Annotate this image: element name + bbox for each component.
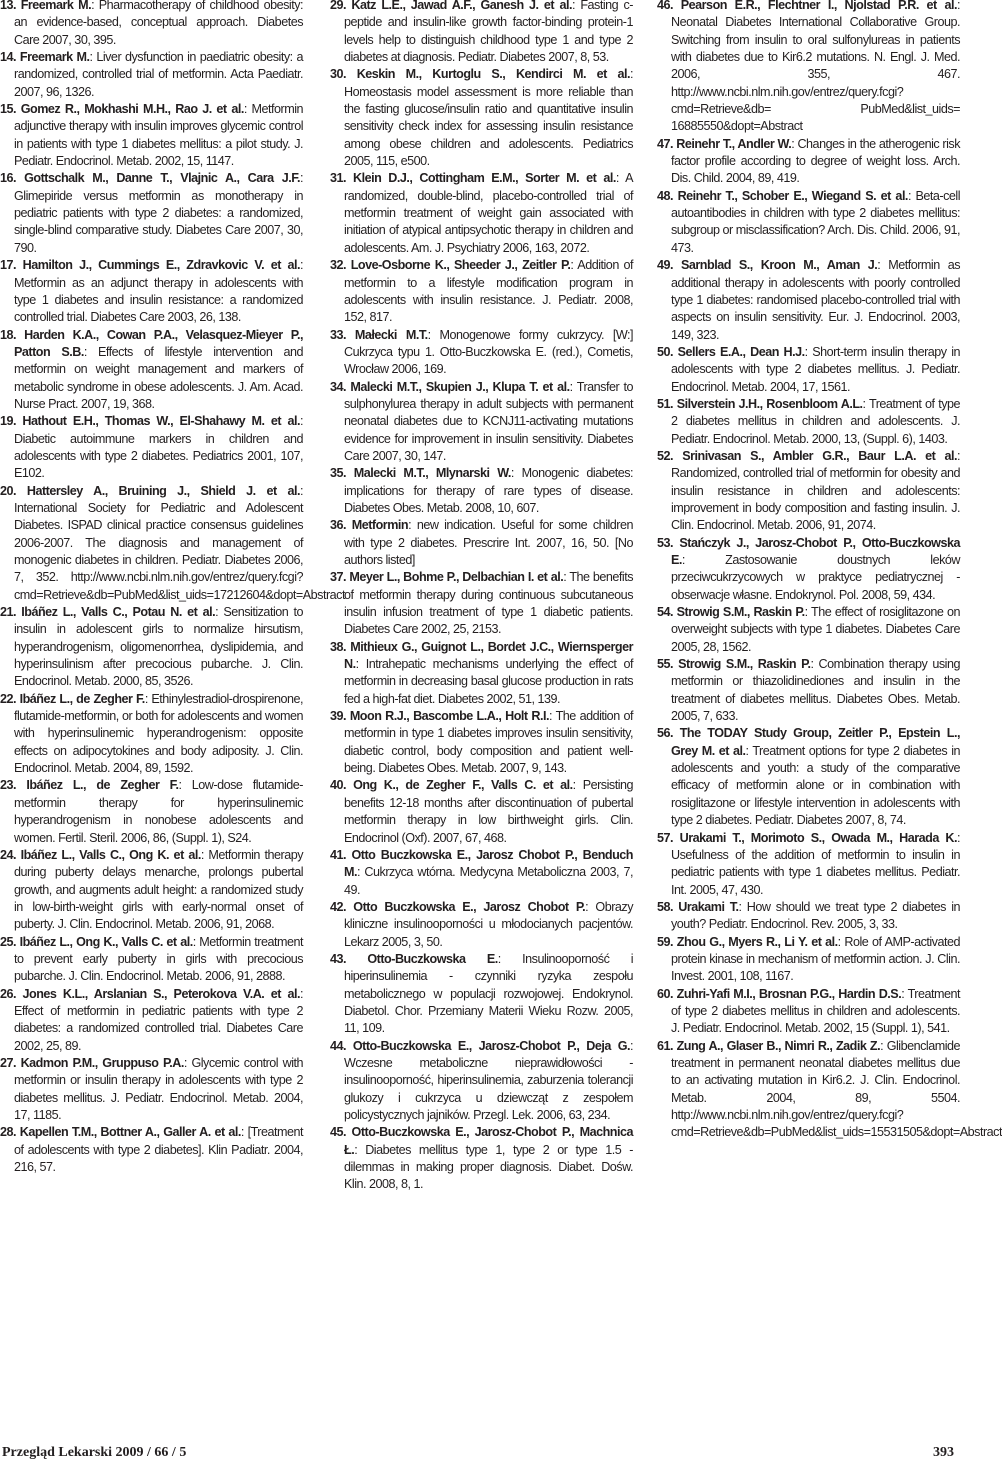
reference-text: : The effect of rosiglitazone on overweight subjects with type 1 diabetes. Diabetes Care 2005, 28, 1562.	[671, 605, 960, 654]
reference-item	[657, 257, 960, 344]
reference-authors: Kapellen T.M., Bottner A., Galler A. et al.	[19, 1125, 241, 1140]
reference-number: 45.	[330, 1125, 347, 1140]
column-3	[657, 0, 1002, 1142]
reference-authors: Silverstein J.H., Rosenbloom A.L.	[676, 396, 863, 411]
reference-item	[0, 934, 303, 986]
reference-number: 41.	[330, 847, 347, 862]
reference-text: : Glibenclamide treatment in permanent neonatal diabetes mellitus due to an activating mutation in Kir6.2. J. Clin. Endocrinol. Metab. 2004, 89, 5504. http://www.ncbi.nlm.nih.gov/entrez/query.fcgi?cmd=Retrieve&db=PubMed&list_uids=15531505&dopt=Abstract	[671, 1038, 1002, 1140]
reference-text: : [Treatment of adolescents with type 2 diabetes]. Klin Padiatr. 2004, 216, 57.	[14, 1125, 304, 1175]
reference-number: 33.	[330, 327, 347, 342]
reference-authors: Urakami T.	[678, 899, 739, 914]
reference-text: : Metformin as an adjunct therapy in adolescents with type 1 diabetes and insulin resistance: a randomized controlled trial. Diabetes Care 2003, 26, 138.	[14, 258, 304, 325]
reference-text: : Glimepiride versus metformin as monotherapy in pediatric patients with type 2 diabetes: a randomized, single-blind comparative study. Diabetes Care 2007, 30, 790.	[14, 171, 303, 255]
reference-number: 54.	[657, 605, 674, 620]
reference-text: : The benefits of metformin therapy during continuous subcutaneous insulin infusion treatment of type 1 diabetic patients. Diabetes Care 2002, 25, 2153.	[344, 570, 634, 637]
reference-authors: Otto Buczkowska E., Jarosz Chobot P., Benduch M.	[344, 847, 633, 880]
reference-item	[330, 1124, 633, 1193]
reference-authors: Hamilton J., Cummings E., Zdravkovic V. et al.	[22, 258, 301, 273]
reference-number: 46.	[657, 0, 674, 12]
reference-text: : A randomized, double-blind, placebo-controlled trial of metformin treatment of weight gain associated with initiation of atypical antipsychotic therapy in children and adolescents. Am. J. Psychiatry 2006, 163, 2072.	[344, 171, 634, 255]
reference-number: 19.	[0, 414, 17, 429]
reference-item	[330, 777, 633, 846]
reference-item	[0, 847, 303, 934]
reference-number: 52.	[657, 448, 674, 463]
reference-number: 47.	[657, 136, 674, 151]
page-number: 393	[933, 1445, 954, 1460]
reference-item	[330, 951, 633, 1038]
reference-number: 24.	[0, 847, 17, 862]
reference-number: 20.	[0, 483, 17, 498]
reference-authors: Zung A., Glaser B., Nimri R., Zadik Z.	[676, 1038, 881, 1053]
reference-text: : Metformin treatment to prevent early puberty in girls with precocious pubarche. J. Clin. Endocrinol. Metab. 2006, 91, 2888.	[14, 934, 304, 984]
reference-text: : The addition of metformin in type 1 diabetes improves insulin sensitivity, diabetic control, body composition and patient well-being. Diabetes Obes. Metab. 2007, 9, 143.	[344, 709, 633, 776]
reference-text: : Persisting benefits 12-18 months after discontinuation of pubertal metformin therapy in low birthweight girls. Clin. Endocrinol (Oxf). 2007, 67, 468.	[344, 778, 634, 845]
reference-number: 44.	[330, 1038, 347, 1053]
reference-text: : How should we treat type 2 diabetes in youth? Pediatr. Endocrinol. Rev. 2005, 3, 33.	[671, 899, 960, 932]
reference-text: : Cukrzyca wtórna. Medycyna Metaboliczna 2003, 7, 49.	[344, 865, 633, 897]
reference-text: : Changes in the atherogenic risk factor profile according to degree of weight loss. Arch. Dis. Child. 2004, 89, 419.	[671, 136, 960, 186]
reference-authors: Strowig S.M., Raskin P.	[676, 605, 805, 620]
reference-authors: Otto-Buczkowska E., Jarosz-Chobot P., Machnica Ł.	[344, 1125, 633, 1157]
reference-item	[330, 899, 633, 951]
reference-number: 26.	[0, 986, 17, 1001]
reference-item	[330, 847, 633, 899]
reference-number: 58.	[657, 899, 674, 914]
reference-text: : Monogenowe formy cukrzycy. [W:] Cukrzyca typu 1. Otto-Buczkowska E. (red.), Cometis, Wrocław 2006, 169.	[344, 327, 633, 377]
reference-item	[657, 830, 960, 899]
reference-text: : Glycemic control with metformin or insulin therapy in adolescents with type 2 diabetes mellitus. J. Pediatr. Endocrinol. Metab. 2004, 17, 1185.	[14, 1055, 304, 1122]
reference-text: : new indication. Useful for some children with type 2 diabetes. Prescrire Int. 2007, 16, 50. [No authors listed]	[344, 518, 633, 567]
reference-authors: Reinehr T., Andler W.	[676, 136, 792, 151]
reference-number: 37.	[330, 570, 347, 585]
reference-authors: Urakami T., Morimoto S., Owada M., Harada K.	[679, 830, 958, 845]
reference-number: 30.	[330, 67, 347, 82]
reference-text: : International Society for Pediatric and Adolescent Diabetes. ISPAD clinical practice consensus guidelines 2006-2007. The diagnosis and management of monogenic diabetes in children. Pediatr. Diabetes 2006, 7, 352. http://www.ncbi.nlm.nih.gov/entrez/query.fcgi?cmd=Retrieve&db=PubMed&list_uids=17212604&dopt=Abstract	[14, 483, 345, 602]
reference-text: : Neonatal Diabetes International Collaborative Group. Switching from insulin to oral sulfonylureas in patients with diabetes due to Kir6.2 mutations. N. Engl. J. Med. 2006, 355, 467. http://www.ncbi.nlm.nih.gov/entrez/query.fcgi?cmd=Retrieve&db= PubMed&list_uids= 16885550&dopt=Abstract	[671, 0, 960, 134]
reference-authors: Jones K.L., Arslanian S., Peterokova V.A. et al.	[22, 986, 301, 1001]
reference-text: : Usefulness of the addition of metformin to insulin in pediatric patients with type 1 diabetes mellitus. Pediatr. Int. 2005, 47, 430.	[671, 830, 961, 897]
reference-text: : Homeostasis model assessment is more reliable than the fasting glucose/insulin ratio and quantitative insulin sensitivity check index for assessing insulin resistance among obese children and adolescents. Pediatrics 2005, 115, e500.	[344, 67, 634, 169]
reference-authors: Gomez R., Mokhashi M.H., Rao J. et al.	[20, 102, 244, 117]
reference-item	[657, 934, 960, 986]
reference-authors: Freemark M.	[20, 0, 92, 12]
reference-authors: Otto-Buczkowska E., Jarosz-Chobot P., Deja G.	[352, 1038, 631, 1053]
reference-item	[657, 604, 960, 656]
reference-number: 21.	[0, 605, 17, 620]
reference-item	[657, 396, 960, 448]
reference-text: : Treatment options for type 2 diabetes in adolescents and youth: a study of the comparative efficacy of metformin alone or in combination with rosiglitazone or lifestyle intervention in adolescents with type 2 diabetes. Pediatr. Diabetes 2007, 8, 74.	[671, 743, 960, 828]
reference-authors: Ibáñez L., de Zegher F.	[19, 691, 145, 706]
reference-item	[0, 257, 303, 326]
reference-authors: Ong K., de Zegher F., Valls C. et al.	[353, 778, 573, 793]
reference-text: : Insulinooporność i hiperinsulinemia - czynniki ryzyka zespołu metabolicznego w populacji rozwojowej. Endokrynol. Diabetol. Chor. Przemiany Materii Wieku Rozw. 2005, 11, 109.	[344, 951, 634, 1036]
reference-authors: Moon R.J., Bascombe L.A., Holt R.I.	[349, 709, 550, 724]
reference-number: 55.	[657, 657, 674, 672]
reference-number: 61.	[657, 1038, 674, 1053]
reference-item	[330, 569, 633, 638]
reference-item	[0, 604, 303, 691]
reference-authors: Małecki M.T.	[354, 327, 428, 342]
reference-number: 23.	[0, 778, 17, 793]
reference-authors: Malecki M.T., Skupien J., Klupa T. et al.	[350, 379, 570, 394]
reference-item	[657, 656, 960, 725]
reference-item	[0, 101, 303, 170]
reference-item	[0, 691, 303, 778]
reference-item	[330, 708, 633, 777]
reference-text: : Treatment of type 2 diabetes mellitus in children and adolescents. J. Pediatr. Endocrinol. Metab. 2000, 13, (Suppl. 6), 1403.	[671, 396, 961, 446]
reference-text: : Ethinylestradiol-drospirenone, flutamide-metformin, or both for adolescents and women with hyperinsulinemic hyperandrogenism: opposite effects on adipocytokines and body adiposity. J. Clin. Endocrinol. Metab. 2004, 89, 1592.	[14, 691, 304, 776]
reference-authors: Pearson E.R., Flechtner I., Njolstad P.R. et al.	[680, 0, 957, 12]
reference-text: : Fasting c-peptide and insulin-like growth factor-binding protein-1 levels help to distinguish childhood type 1 and type 2 diabetes at diagnosis. Pediatr. Diabetes 2007, 8, 53.	[344, 0, 633, 65]
reference-authors: Otto Buczkowska E., Jarosz Chobot P.	[353, 899, 586, 914]
reference-number: 60.	[657, 986, 674, 1001]
reference-text: : Role of AMP-activated protein kinase in mechanism of metformin action. J. Clin. Invest. 2001, 108, 1167.	[671, 934, 960, 984]
reference-authors: Hathout E.H., Thomas W., El-Shahawy M. et al.	[22, 414, 300, 429]
reference-authors: Reinehr T., Schober E., Wiegand S. et al.	[677, 188, 908, 203]
reference-authors: The TODAY Study Group, Zeitler P., Epstein L., Grey M. et al.	[671, 726, 960, 758]
reference-item	[657, 725, 960, 829]
reference-number: 22.	[0, 691, 17, 706]
reference-number: 18.	[0, 327, 17, 342]
reference-authors: Harden K.A., Cowan P.A., Velasquez-Mieyer P., Patton S.B.	[14, 327, 304, 359]
reference-text: : Zastosowanie doustnych leków przeciwcukrzycowych w praktyce pediatrycznej - obserwacje własne. Endokrynol. Pol. 2008, 59, 434.	[671, 553, 960, 602]
reference-item	[0, 327, 303, 414]
reference-number: 50.	[657, 344, 674, 359]
reference-number: 27.	[0, 1055, 17, 1070]
reference-authors: Ibáñez L., Valls C., Ong K. et al.	[20, 847, 201, 862]
reference-text: : Combination therapy using metformin or thiazolidinediones and insulin in the treatment of diabetes mellitus. Diabetes Obes. Metab. 2005, 7, 633.	[671, 657, 960, 724]
reference-item	[330, 170, 633, 257]
reference-item	[657, 344, 960, 396]
reference-item	[0, 49, 303, 101]
reference-text: : Effects of lifestyle intervention and metformin on weight management and markers of metabolic syndrome in obese adolescents. J. Am. Acad. Nurse Pract. 2007, 19, 368.	[14, 344, 303, 411]
reference-number: 59.	[657, 934, 674, 949]
reference-authors: Sarnblad S., Kroon M., Aman J.	[681, 258, 878, 273]
reference-authors: Klein D.J., Cottingham E.M., Sorter M. et al.	[353, 171, 616, 186]
reference-item	[0, 0, 303, 49]
reference-item	[657, 0, 960, 136]
reference-number: 34.	[330, 379, 347, 394]
reference-item	[657, 899, 960, 934]
reference-text: : Liver dysfunction in paediatric obesity: a randomized, controlled trial of metformin. Acta Paediatr. 2007, 96, 1326.	[14, 50, 304, 99]
reference-number: 16.	[0, 171, 17, 186]
reference-number: 53.	[657, 535, 674, 550]
reference-authors: Ibáñez L., de Zegher F.	[26, 778, 179, 793]
reference-text: : Beta-cell autoantibodies in children with type 2 diabetes mellitus: subgroup or misclassification? Arch. Dis. Child. 2006, 91, 473.	[671, 188, 960, 255]
reference-authors: Mithieux G., Guignot L., Bordet J.C., Wiernsperger N.	[344, 639, 634, 672]
reference-text: : Pharmacotherapy of childhood obesity: an evidence-based, conceptual approach. Diabetes Care 2007, 30, 395.	[14, 0, 303, 47]
reference-number: 15.	[0, 102, 17, 117]
reference-text: : Metformin therapy during puberty delays menarche, prolongs pubertal growth, and augments adult height: a randomized study in low-birth-weight girls with early-normal onset of puberty. J. Clin. Endocrinol. Metab. 2006, 91, 2068.	[14, 847, 303, 932]
reference-number: 43.	[330, 951, 347, 966]
reference-number: 38.	[330, 639, 347, 654]
reference-authors: Ibáñez L., Valls C., Potau N. et al.	[21, 605, 216, 620]
reference-authors: Freemark M.	[19, 50, 90, 65]
reference-item	[330, 66, 633, 170]
reference-authors: Otto-Buczkowska E.	[367, 951, 498, 966]
reference-authors: Metformin	[351, 518, 409, 533]
reference-text: : Obrazy kliniczne insulinooporności u młodocianych pacjentów. Lekarz 2005, 3, 50.	[344, 899, 634, 949]
reference-text: : Low-dose flutamide-metformin therapy for hyperinsulinemic hyperandrogenism in nonobese adolescents and women. Fertil. Steril. 2006, 86, (Suppl. 1), S24.	[14, 778, 303, 845]
reference-text: : Transfer to sulphonylurea therapy in adult subjects with permanent neonatal diabetes due to KCNJ11-activating mutations evidence for improvement in insulin sensitivity. Diabetes Care 2007, 30, 147.	[344, 379, 633, 463]
reference-item	[0, 170, 303, 257]
reference-item	[657, 188, 960, 257]
reference-authors: Meyer L., Bohme P., Delbachian I. et al.	[349, 570, 564, 585]
reference-text: : Wczesne metaboliczne nieprawidłowości - insulinooporność, hiperinsulinemia, zaburzenia tolerancji glukozy i cukrzyca u dziewcząt z zespołem policystycznych jajników. Przegl. Lek. 2006, 63, 234.	[344, 1038, 634, 1122]
reference-text: : Metformin as additional therapy in adolescents with poorly controlled type 1 diabetes: randomised placebo-controlled trial with aspects on insulin sensitivity. Eur. J. Endocrinol. 2003, 149, 323.	[671, 258, 961, 342]
reference-item	[330, 257, 633, 326]
reference-item	[0, 1124, 303, 1176]
reference-number: 31.	[330, 171, 347, 186]
reference-authors: Malecki M.T., Mlynarski W.	[353, 466, 511, 481]
reference-item	[330, 0, 633, 66]
reference-number: 36.	[330, 518, 347, 533]
reference-item	[657, 448, 960, 535]
reference-item	[0, 986, 303, 1055]
reference-authors: Hattersley A., Bruining J., Shield J. et al.	[26, 483, 301, 498]
reference-authors: Love-Osborne K., Sheeder J., Zeitler P.	[350, 258, 571, 273]
reference-item	[657, 986, 960, 1038]
reference-item	[330, 639, 633, 708]
reference-authors: Sellers E.A., Dean H.J.	[677, 344, 805, 359]
reference-number: 29.	[330, 0, 347, 12]
reference-item	[0, 413, 303, 482]
reference-item	[330, 379, 633, 466]
reference-number: 40.	[330, 778, 347, 793]
reference-text: : Diabetes mellitus type 1, type 2 or type 1.5 - dilemmas in making proper diagnosis. Diabet. Dośw. Klin. 2008, 8, 1.	[344, 1142, 633, 1192]
column-2	[330, 0, 633, 1194]
reference-authors: Gottschalk M., Danne T., Vlajnic A., Cara J.F.	[24, 171, 300, 186]
reference-item	[330, 1038, 633, 1125]
reference-authors: Stańczyk J., Jarosz-Chobot P., Otto-Buczkowska E.	[671, 535, 960, 567]
reference-item	[0, 777, 303, 846]
reference-authors: Srinivasan S., Ambler G.R., Baur L.A. et al.	[682, 448, 958, 463]
reference-number: 25.	[0, 934, 17, 949]
reference-authors: Strowig S.M., Raskin P.	[678, 657, 811, 672]
reference-number: 35.	[330, 466, 347, 481]
page-footer	[0, 1439, 960, 1469]
reference-number: 48.	[657, 188, 674, 203]
reference-item	[330, 327, 633, 379]
reference-number: 51.	[657, 396, 674, 411]
reference-text: : Sensitization to insulin in adolescent girls to normalize hirsutism, hyperandrogenism, oligomenorrhea, dyslipidemia, and hyperinsulinism after precocious pubarche. J. Clin. Endocrinol. Metab. 2000, 85, 3526.	[14, 605, 304, 689]
reference-text: : Randomized, controlled trial of metformin for obesity and insulin resistance in children and adolescents: improvement in body composition and fasting insulin. J. Clin. Endocrinol. Metab. 2006, 91, 2074.	[671, 448, 961, 533]
reference-authors: Kadmon P.M., Gruppuso P.A.	[20, 1055, 184, 1070]
reference-item	[657, 535, 960, 604]
journal-citation: Przegląd Lekarski 2009 / 66 / 5	[2, 1445, 187, 1460]
reference-authors: Zuhri-Yafi M.I., Brosnan P.G., Hardin D.S.	[676, 986, 902, 1001]
reference-number: 14.	[0, 50, 17, 65]
reference-item	[657, 1038, 1002, 1142]
reference-number: 32.	[330, 258, 347, 273]
reference-text: : Intrahepatic mechanisms underlying the effect of metformin in decreasing basal glucose production in rats fed a high-fat diet. Diabetes 2002, 51, 139.	[344, 657, 633, 706]
reference-number: 49.	[657, 258, 674, 273]
reference-text: : Effect of metformin in pediatric patients with type 2 diabetes: a randomized controlled trial. Diabetes Care 2002, 25, 89.	[14, 986, 304, 1053]
reference-text: : Diabetic autoimmune markers in children and adolescents with type 2 diabetes. Pediatrics 2001, 107, E102.	[14, 414, 303, 481]
reference-number: 42.	[330, 899, 347, 914]
reference-authors: Ibáñez L., Ong K., Valls C. et al.	[19, 934, 193, 949]
reference-item	[330, 517, 633, 569]
reference-text: : Metformin adjunctive therapy with insulin improves glycemic control in patients with type 1 diabetes mellitus: a pilot study. J. Pediatr. Endocrinol. Metab. 2002, 15, 1147.	[14, 102, 304, 169]
reference-text: : Treatment of type 2 diabetes mellitus in children and adolescents. J. Pediatr. Endocrinol. Metab. 2002, 15 (Suppl. 1), 541.	[671, 986, 960, 1036]
reference-text: : Addition of metformin to a lifestyle modification program in adolescents with insulin resistance. J. Pediatr. 2008, 152, 817.	[344, 258, 633, 325]
reference-authors: Zhou G., Myers R., Li Y. et al.	[676, 934, 838, 949]
reference-number: 28.	[0, 1125, 17, 1140]
reference-authors: Keskin M., Kurtoglu S., Kendirci M. et al.	[356, 67, 631, 82]
reference-number: 13.	[0, 0, 17, 12]
reference-number: 17.	[0, 258, 17, 273]
reference-text: : Monogenic diabetes: implications for therapy of rare types of disease. Diabetes Obes. Metab. 2008, 10, 607.	[344, 466, 634, 515]
reference-number: 56.	[657, 726, 674, 741]
reference-item	[0, 1055, 303, 1124]
reference-number: 57.	[657, 830, 674, 845]
reference-text: : Short-term insulin therapy in adolescents with type 2 diabetes mellitus. J. Pediatr. Endocrinol. Metab. 2004, 17, 1561.	[671, 344, 961, 394]
reference-authors: Katz L.E., Jawad A.F., Ganesh J. et al.	[351, 0, 572, 12]
reference-item	[330, 465, 633, 517]
reference-item	[657, 136, 960, 188]
reference-number: 39.	[330, 709, 347, 724]
